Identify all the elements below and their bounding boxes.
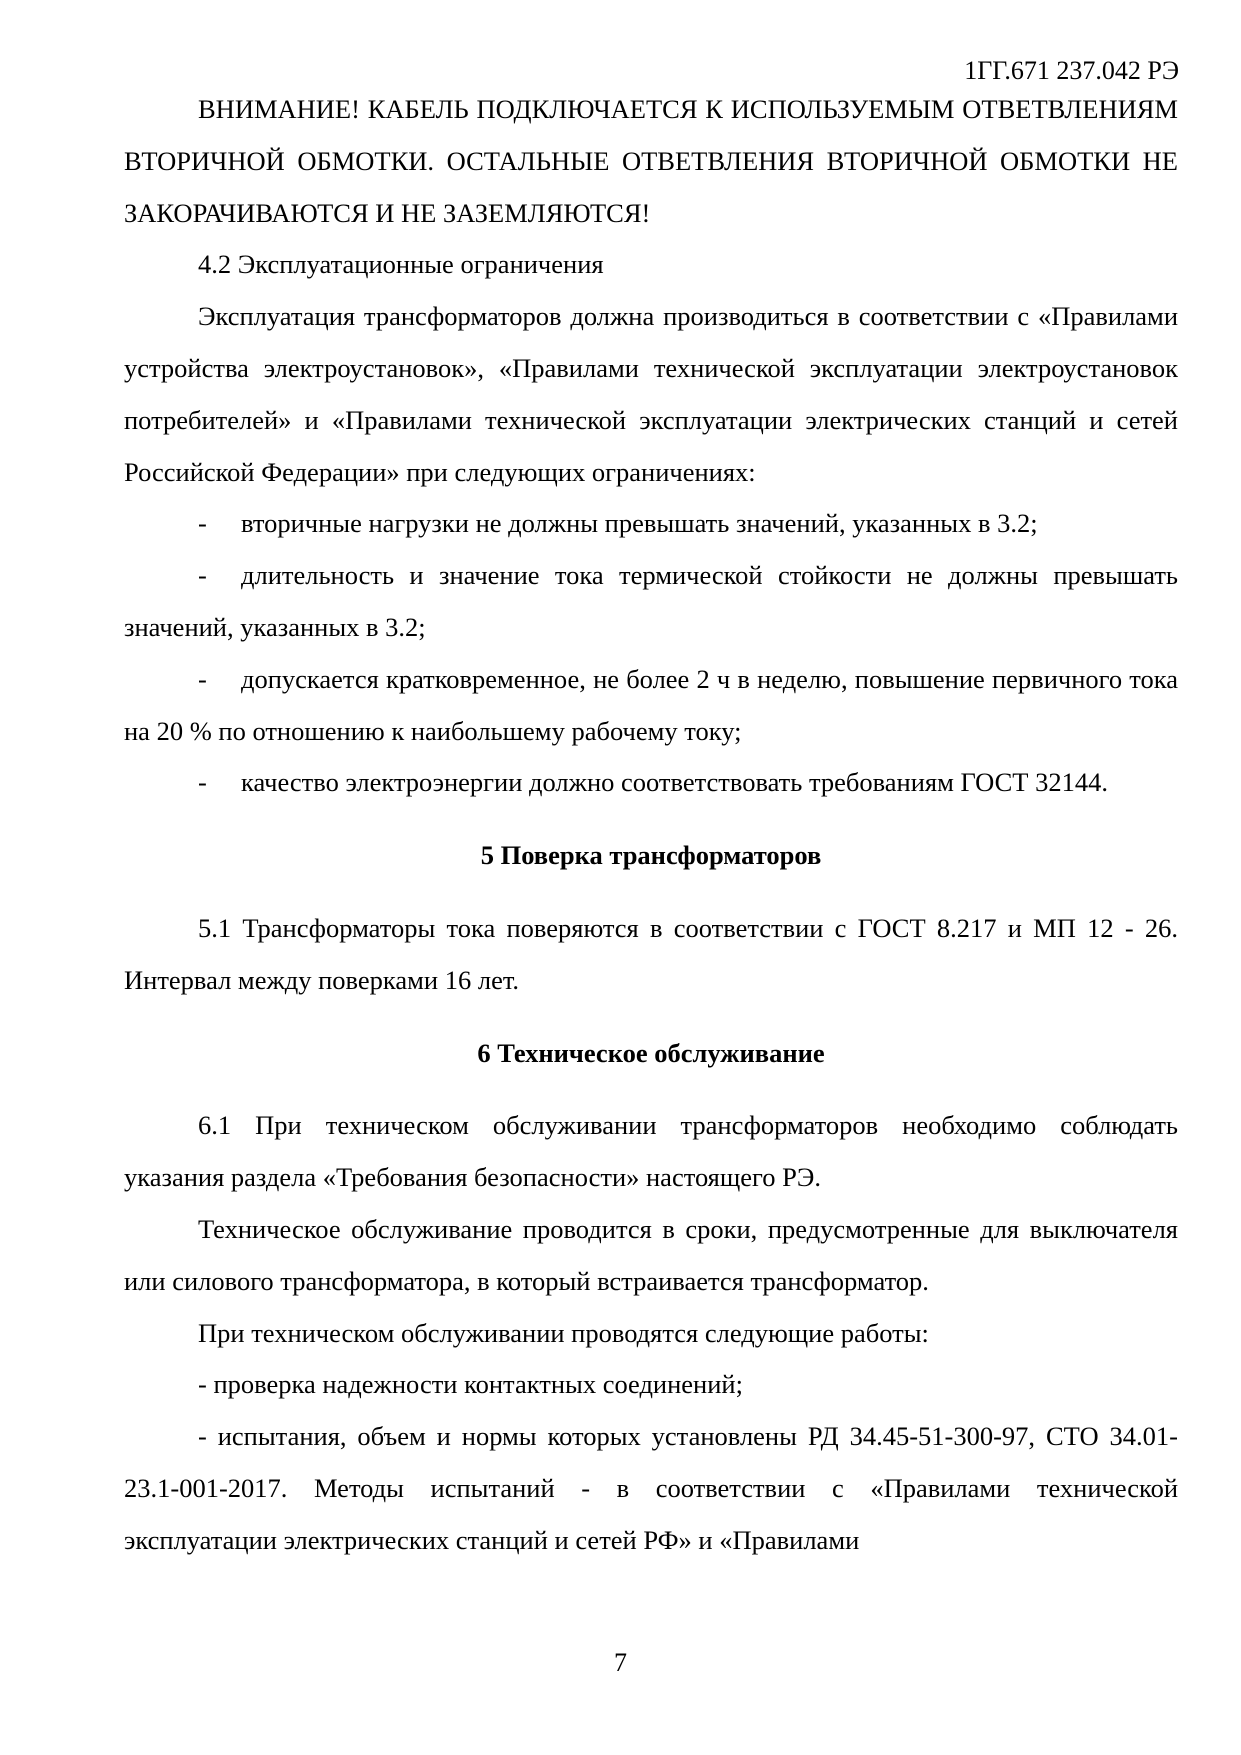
section-title-verification: 5 Поверка трансформаторов	[480, 840, 822, 871]
document-code: 1ГГ.671 237.042 РЭ	[964, 56, 1179, 85]
maintenance-paragraph-2: Техническое обслуживание проводится в сроки, предусмотренные для выключателя или силового трансформатора, в который встраивается трансформатор.	[124, 1213, 1178, 1296]
list-dash: -	[198, 767, 207, 798]
maintenance-paragraph-4: - проверка надежности контактных соединений;	[198, 1369, 743, 1400]
document-body	[124, 84, 1178, 1567]
subsection-heading: 4.2 Эксплуатационные ограничения	[198, 249, 604, 280]
list-dash: -	[198, 560, 207, 591]
page-number: 7	[614, 1648, 627, 1677]
restriction-item-4	[124, 757, 1178, 809]
maintenance-paragraph-3: При техническом обслуживании проводятся следующие работы:	[198, 1317, 929, 1348]
maintenance-paragraph-1: 6.1 При техническом обслуживании трансформаторов необходимо соблюдать указания раздела «Требования безопасности» настоящего РЭ.	[124, 1110, 1178, 1193]
restriction-item-2	[124, 550, 1178, 654]
section-title-maintenance: 6 Техническое обслуживание	[477, 1037, 825, 1068]
warning-paragraph: ВНИМАНИЕ! КАБЕЛЬ ПОДКЛЮЧАЕТСЯ К ИСПОЛЬЗУЕМЫМ ОТВЕТВЛЕНИЯМ ВТОРИЧНОЙ ОБМОТКИ. ОСТАЛЬНЫЕ ОТВЕТВЛЕНИЯ ВТОРИЧНОЙ ОБМОТКИ НЕ ЗАКОРАЧИВАЮТСЯ И НЕ ЗАЗЕМЛЯЮТСЯ!	[124, 94, 1178, 228]
list-dash: -	[198, 663, 207, 694]
list-dash: -	[198, 508, 207, 539]
maintenance-paragraph-5: - испытания, объем и нормы которых установлены РД 34.45-51-300-97, СТО 34.01-23.1-001-2017. Методы испытаний - в соответствии с «Правилами технической эксплуатации электрических станций и сетей РФ» и «Правилами	[124, 1421, 1178, 1555]
restriction-item-text: качество электроэнергии должно соответствовать требованиям ГОСТ 32144.	[241, 767, 1108, 798]
restriction-item-text: длительность и значение тока термической стойкости не должны превышать значений, указанных в 3.2;	[124, 560, 1178, 642]
restriction-item-text: вторичные нагрузки не должны превышать значений, указанных в 3.2;	[241, 508, 1038, 539]
verification-paragraph: 5.1 Трансформаторы тока поверяются в соответствии с ГОСТ 8.217 и МП 12 - 26. Интервал между поверками 16 лет.	[124, 912, 1178, 995]
restriction-item-3	[124, 654, 1178, 758]
restriction-item-1	[124, 498, 1178, 550]
restrictions-intro: Эксплуатация трансформаторов должна производиться в соответствии с «Правилами устройства электроустановок», «Правилами технической эксплуатации электроустановок потребителей» и «Правилами технической эксплуатации электрических станций и сетей Российской Федерации» при следующих ограничениях:	[124, 301, 1178, 487]
restriction-item-text: допускается кратковременное, не более 2 ч в неделю, повышение первичного тока на 20 % по отношению к наибольшему рабочему току;	[124, 663, 1178, 746]
